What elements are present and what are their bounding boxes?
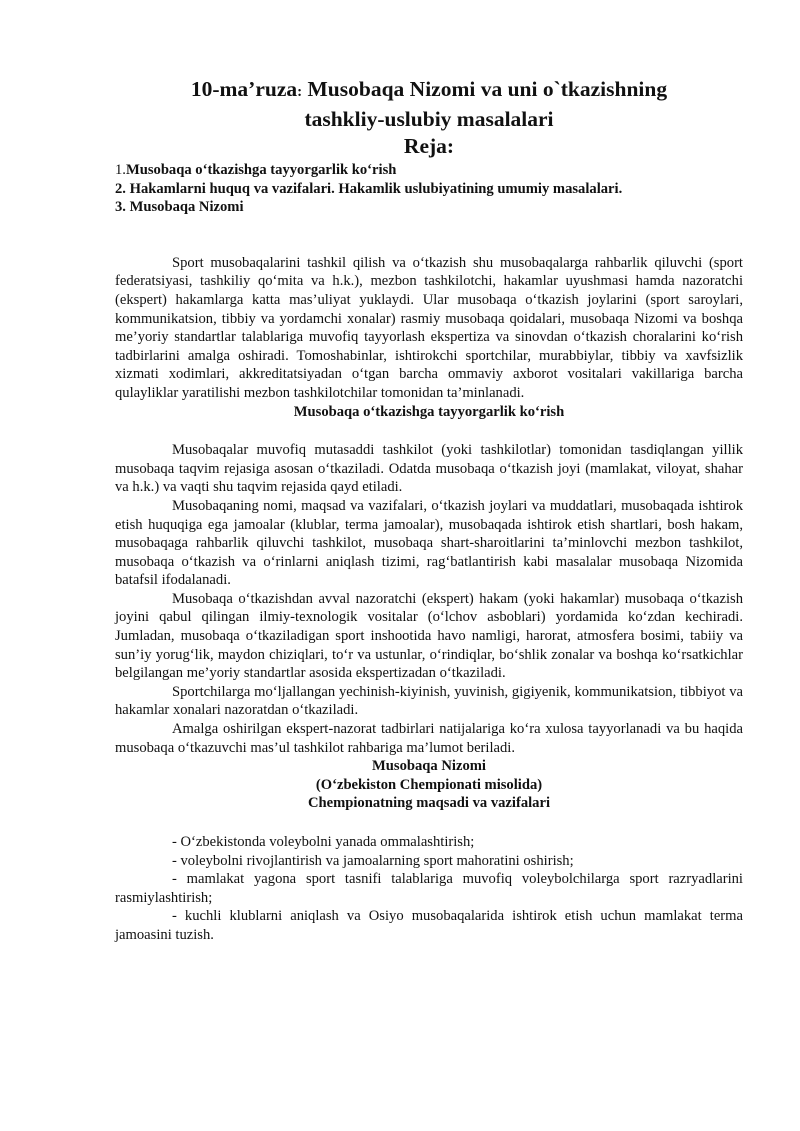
section2-subheading: Chempionatning maqsadi va vazifalari [307, 795, 551, 812]
section1-paragraph: Amalga oshirilgan ekspert-nazorat tadbirlari natijalariga ko‘ra xulosa tayyorlanadi va bu haqida musobaqa o‘tkazuvchi mas’ul tashkilot rahbariga ma’lumot beriladi. [115, 721, 743, 756]
goals-list [115, 833, 743, 945]
plan-item-2 [115, 180, 743, 199]
title-colon: : [297, 84, 303, 100]
section1-paragraph: Musobaqalar muvofiq mutasaddi tashkilot (yoki tashkilotlar) tomonidan tasdiqlangan yillik musobaqa taqvim rejasiga asosan o‘tkaziladi. Odatda musobaqa o‘tkazish joyi (mamlakat, viloyat, shahar va h.k.) va vaqti shu taqvim rejasida qayd etiladi. [115, 442, 743, 496]
plan-item-text: Musobaqa Nizomi [129, 199, 244, 216]
plan-heading: Reja: [403, 134, 455, 158]
section2-heading: Musobaqa Nizomi [372, 758, 486, 775]
plan-item-text: Musobaqa o‘tkazishga tayyorgarlik ko‘rish [125, 162, 397, 178]
document-title [115, 76, 743, 133]
list-item: - voleybolni rivojlantirish va jamoalarning sport mahoratini oshirish; [172, 852, 574, 869]
lecture-number: 10-ma’ruza [190, 77, 298, 101]
title-line2: tashkliy-uslubiy masalalari [304, 107, 554, 131]
plan-item-1 [115, 161, 743, 180]
section1-paragraph: Sportchilarga mo‘ljallangan yechinish-kiyinish, yuvinish, gigiyenik, kommunikatsion, tibbiyot va hakamlar xonalari nazoratdan o‘tkaziladi. [115, 683, 743, 719]
plan-list [115, 161, 743, 217]
list-item: - mamlakat yagona sport tasnifi talablariga muvofiq voleybolchilarga sport razryadlarini rasmiylashtirish; [115, 871, 743, 906]
section2-heading-subtitle: (O‘zbekiston Chempionati misolida) [315, 776, 543, 793]
section1-paragraph: Musobaqa o‘tkazishdan avval nazoratchi (ekspert) hakam (yoki hakamlar) musobaqa o‘tkazish joyini qabul qilingan ilmiy-texnologik vositalar (o‘lchov asboblari) yordamida ko‘zdan kechiradi. Jumladan, musobaqa o‘tkaziladigan sport inshootida havo namligi, harorat, atmosfera bosimi, tabiiy va sun’iy yorug‘lik, maydon chiziqlari, to‘r va ustunlar, o‘rindiqlar, bo‘shlik zonalar va boshqa ko‘rsatkichlar belgilangan me’yoriy standartlar asosida ekspertizadan o‘tkaziladi. [115, 590, 743, 682]
plan-item-number: 2. [115, 180, 130, 197]
intro-paragraph: Sport musobaqalarini tashkil qilish va o‘tkazish shu musobaqalarga rahbarlik qiluvchi (sport federatsiyasi, tashkiliy qo‘mita va h.k.), mezbon tashkilotchi, hakamlar uyushmasi hamda nazoratchi (ekspert) hakamlarga katta mas’uliyat yuklaydi. Ular musobaqa o‘tkazish joylarini (sport saroylari, kommunikatsion, tibbiy va yordamchi xonalar) rasmiy musobaqa qoidalari, musobaqa Nizomi va boshqa me’yoriy standartlar talablariga muvofiq tayyorlash ekspertiza va sinovdan o‘tkazish choralarini ko‘rish tadbirlarini amalga oshiradi. Tomoshabinlar, ishtirokchi sportchilar, murabbiylar, tibbiy va xavfsizlik xizmati xodimlari, akkreditatsiyadan o‘tgan barcha ommaviy axborot vositalari vakillariga barcha qulayliklar yaratilishi mezbon tashkilotchilar tomonidan ta’minlanadi. [115, 254, 743, 401]
plan-item-3 [115, 198, 743, 217]
plan-item-number: 3. [115, 199, 130, 216]
list-item: - O‘zbekistonda voleybolni yanada ommalashtirish; [172, 834, 475, 850]
plan-item-number: 1. [115, 162, 126, 178]
title-line1: Musobaqa Nizomi va uni o`tkazishning [302, 77, 668, 101]
list-item: - kuchli klublarni aniqlash va Osiyo musobaqalarida ishtirok etish uchun mamlakat terma jamoasini tuzish. [115, 908, 743, 943]
section1-paragraph: Musobaqaning nomi, maqsad va vazifalari, o‘tkazish joylari va muddatlari, musobaqada ishtirok etish huquqiga ega jamoalar (klublar, terma jamoalar), musobaqada ishtirok etish shartlari, bosh hakam, musobaqaga rahbarlik qiluvchi tashkilot, musobaqa shart-sharoitlarini ta’minlovchi mezbon tashkilot, musobaqa o‘tkazish va o‘rinlarni aniqlash tizimi, rag‘batlantirish kabi masalalar musobaqa Nizomida batafsil ifodalanadi. [115, 497, 743, 589]
plan-item-text: Hakamlarni huquq va vazifalari. Hakamlik uslubiyatining umumiy masalalari. [129, 180, 623, 197]
section1-heading: Musobaqa o‘tkazishga tayyorgarlik ko‘rish [293, 403, 565, 420]
